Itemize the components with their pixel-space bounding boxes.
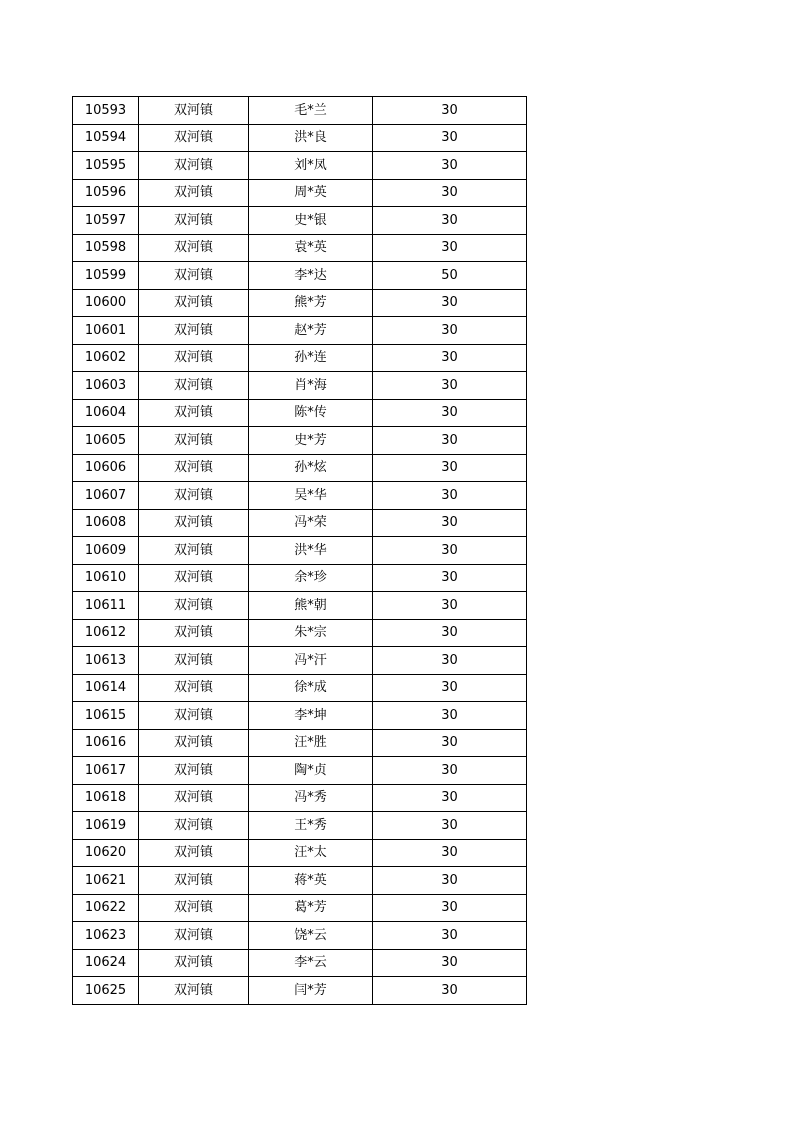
row-id-cell: 10623 xyxy=(73,922,139,950)
amount-cell: 30 xyxy=(373,124,527,152)
name-cell: 袁*英 xyxy=(249,234,373,262)
table-row xyxy=(73,757,527,785)
table-row xyxy=(73,124,527,152)
name-cell: 周*英 xyxy=(249,179,373,207)
amount-cell: 30 xyxy=(373,372,527,400)
town-cell: 双河镇 xyxy=(139,289,249,317)
table-row xyxy=(73,564,527,592)
row-id-cell: 10625 xyxy=(73,977,139,1005)
row-id-cell: 10603 xyxy=(73,372,139,400)
amount-cell: 50 xyxy=(373,262,527,290)
town-cell: 双河镇 xyxy=(139,674,249,702)
amount-cell: 30 xyxy=(373,647,527,675)
town-cell: 双河镇 xyxy=(139,152,249,180)
name-cell: 冯*汗 xyxy=(249,647,373,675)
row-id-cell: 10597 xyxy=(73,207,139,235)
name-cell: 陶*贞 xyxy=(249,757,373,785)
row-id-cell: 10612 xyxy=(73,619,139,647)
town-cell: 双河镇 xyxy=(139,757,249,785)
name-cell: 刘*凤 xyxy=(249,152,373,180)
row-id-cell: 10620 xyxy=(73,839,139,867)
amount-cell: 30 xyxy=(373,234,527,262)
name-cell: 李*达 xyxy=(249,262,373,290)
row-id-cell: 10599 xyxy=(73,262,139,290)
name-cell: 洪*华 xyxy=(249,537,373,565)
town-cell: 双河镇 xyxy=(139,894,249,922)
amount-cell: 30 xyxy=(373,97,527,125)
amount-cell: 30 xyxy=(373,537,527,565)
table-row xyxy=(73,949,527,977)
name-cell: 王*秀 xyxy=(249,812,373,840)
table-row xyxy=(73,619,527,647)
name-cell: 史*银 xyxy=(249,207,373,235)
table-row xyxy=(73,977,527,1005)
row-id-cell: 10621 xyxy=(73,867,139,895)
row-id-cell: 10596 xyxy=(73,179,139,207)
town-cell: 双河镇 xyxy=(139,729,249,757)
amount-cell: 30 xyxy=(373,344,527,372)
row-id-cell: 10619 xyxy=(73,812,139,840)
town-cell: 双河镇 xyxy=(139,399,249,427)
name-cell: 肖*海 xyxy=(249,372,373,400)
table-row xyxy=(73,97,527,125)
table-row xyxy=(73,537,527,565)
table-row xyxy=(73,482,527,510)
row-id-cell: 10595 xyxy=(73,152,139,180)
name-cell: 吴*华 xyxy=(249,482,373,510)
name-cell: 熊*朝 xyxy=(249,592,373,620)
records-table xyxy=(72,96,527,1005)
town-cell: 双河镇 xyxy=(139,922,249,950)
row-id-cell: 10602 xyxy=(73,344,139,372)
table-row xyxy=(73,509,527,537)
row-id-cell: 10594 xyxy=(73,124,139,152)
town-cell: 双河镇 xyxy=(139,592,249,620)
town-cell: 双河镇 xyxy=(139,234,249,262)
row-id-cell: 10604 xyxy=(73,399,139,427)
row-id-cell: 10618 xyxy=(73,784,139,812)
name-cell: 汪*胜 xyxy=(249,729,373,757)
town-cell: 双河镇 xyxy=(139,564,249,592)
town-cell: 双河镇 xyxy=(139,124,249,152)
amount-cell: 30 xyxy=(373,289,527,317)
table-row xyxy=(73,839,527,867)
amount-cell: 30 xyxy=(373,509,527,537)
amount-cell: 30 xyxy=(373,757,527,785)
table-row xyxy=(73,179,527,207)
table-row xyxy=(73,784,527,812)
table-row xyxy=(73,262,527,290)
table-row xyxy=(73,894,527,922)
table-row xyxy=(73,289,527,317)
amount-cell: 30 xyxy=(373,812,527,840)
row-id-cell: 10622 xyxy=(73,894,139,922)
table-row xyxy=(73,317,527,345)
row-id-cell: 10617 xyxy=(73,757,139,785)
town-cell: 双河镇 xyxy=(139,427,249,455)
table-row xyxy=(73,427,527,455)
name-cell: 闫*芳 xyxy=(249,977,373,1005)
town-cell: 双河镇 xyxy=(139,372,249,400)
amount-cell: 30 xyxy=(373,977,527,1005)
table-row xyxy=(73,372,527,400)
amount-cell: 30 xyxy=(373,454,527,482)
amount-cell: 30 xyxy=(373,949,527,977)
amount-cell: 30 xyxy=(373,922,527,950)
amount-cell: 30 xyxy=(373,839,527,867)
table-row xyxy=(73,234,527,262)
name-cell: 朱*宗 xyxy=(249,619,373,647)
row-id-cell: 10624 xyxy=(73,949,139,977)
name-cell: 李*云 xyxy=(249,949,373,977)
amount-cell: 30 xyxy=(373,867,527,895)
row-id-cell: 10608 xyxy=(73,509,139,537)
name-cell: 汪*太 xyxy=(249,839,373,867)
amount-cell: 30 xyxy=(373,592,527,620)
amount-cell: 30 xyxy=(373,894,527,922)
table-row xyxy=(73,674,527,702)
name-cell: 余*珍 xyxy=(249,564,373,592)
table-row xyxy=(73,702,527,730)
table-row xyxy=(73,922,527,950)
table-row xyxy=(73,647,527,675)
row-id-cell: 10600 xyxy=(73,289,139,317)
row-id-cell: 10605 xyxy=(73,427,139,455)
town-cell: 双河镇 xyxy=(139,949,249,977)
table-row xyxy=(73,454,527,482)
town-cell: 双河镇 xyxy=(139,454,249,482)
amount-cell: 30 xyxy=(373,564,527,592)
table-row xyxy=(73,729,527,757)
town-cell: 双河镇 xyxy=(139,207,249,235)
town-cell: 双河镇 xyxy=(139,702,249,730)
town-cell: 双河镇 xyxy=(139,509,249,537)
town-cell: 双河镇 xyxy=(139,647,249,675)
row-id-cell: 10593 xyxy=(73,97,139,125)
amount-cell: 30 xyxy=(373,152,527,180)
name-cell: 冯*荣 xyxy=(249,509,373,537)
row-id-cell: 10613 xyxy=(73,647,139,675)
town-cell: 双河镇 xyxy=(139,317,249,345)
amount-cell: 30 xyxy=(373,317,527,345)
row-id-cell: 10610 xyxy=(73,564,139,592)
name-cell: 孙*炫 xyxy=(249,454,373,482)
name-cell: 冯*秀 xyxy=(249,784,373,812)
row-id-cell: 10614 xyxy=(73,674,139,702)
town-cell: 双河镇 xyxy=(139,97,249,125)
amount-cell: 30 xyxy=(373,674,527,702)
town-cell: 双河镇 xyxy=(139,262,249,290)
town-cell: 双河镇 xyxy=(139,784,249,812)
table-row xyxy=(73,207,527,235)
amount-cell: 30 xyxy=(373,619,527,647)
row-id-cell: 10598 xyxy=(73,234,139,262)
table-row xyxy=(73,812,527,840)
town-cell: 双河镇 xyxy=(139,977,249,1005)
table-row xyxy=(73,344,527,372)
name-cell: 史*芳 xyxy=(249,427,373,455)
row-id-cell: 10607 xyxy=(73,482,139,510)
row-id-cell: 10606 xyxy=(73,454,139,482)
amount-cell: 30 xyxy=(373,729,527,757)
amount-cell: 30 xyxy=(373,482,527,510)
town-cell: 双河镇 xyxy=(139,839,249,867)
table-row xyxy=(73,399,527,427)
town-cell: 双河镇 xyxy=(139,619,249,647)
amount-cell: 30 xyxy=(373,427,527,455)
town-cell: 双河镇 xyxy=(139,867,249,895)
name-cell: 陈*传 xyxy=(249,399,373,427)
name-cell: 洪*良 xyxy=(249,124,373,152)
table-row xyxy=(73,867,527,895)
town-cell: 双河镇 xyxy=(139,179,249,207)
row-id-cell: 10609 xyxy=(73,537,139,565)
name-cell: 蒋*英 xyxy=(249,867,373,895)
name-cell: 熊*芳 xyxy=(249,289,373,317)
town-cell: 双河镇 xyxy=(139,812,249,840)
amount-cell: 30 xyxy=(373,702,527,730)
name-cell: 葛*芳 xyxy=(249,894,373,922)
row-id-cell: 10601 xyxy=(73,317,139,345)
amount-cell: 30 xyxy=(373,179,527,207)
name-cell: 赵*芳 xyxy=(249,317,373,345)
name-cell: 孙*连 xyxy=(249,344,373,372)
name-cell: 毛*兰 xyxy=(249,97,373,125)
amount-cell: 30 xyxy=(373,399,527,427)
name-cell: 李*坤 xyxy=(249,702,373,730)
table-row xyxy=(73,152,527,180)
amount-cell: 30 xyxy=(373,784,527,812)
row-id-cell: 10615 xyxy=(73,702,139,730)
name-cell: 饶*云 xyxy=(249,922,373,950)
table-body xyxy=(73,97,527,1005)
amount-cell: 30 xyxy=(373,207,527,235)
row-id-cell: 10616 xyxy=(73,729,139,757)
town-cell: 双河镇 xyxy=(139,482,249,510)
name-cell: 徐*成 xyxy=(249,674,373,702)
row-id-cell: 10611 xyxy=(73,592,139,620)
town-cell: 双河镇 xyxy=(139,537,249,565)
town-cell: 双河镇 xyxy=(139,344,249,372)
table-row xyxy=(73,592,527,620)
